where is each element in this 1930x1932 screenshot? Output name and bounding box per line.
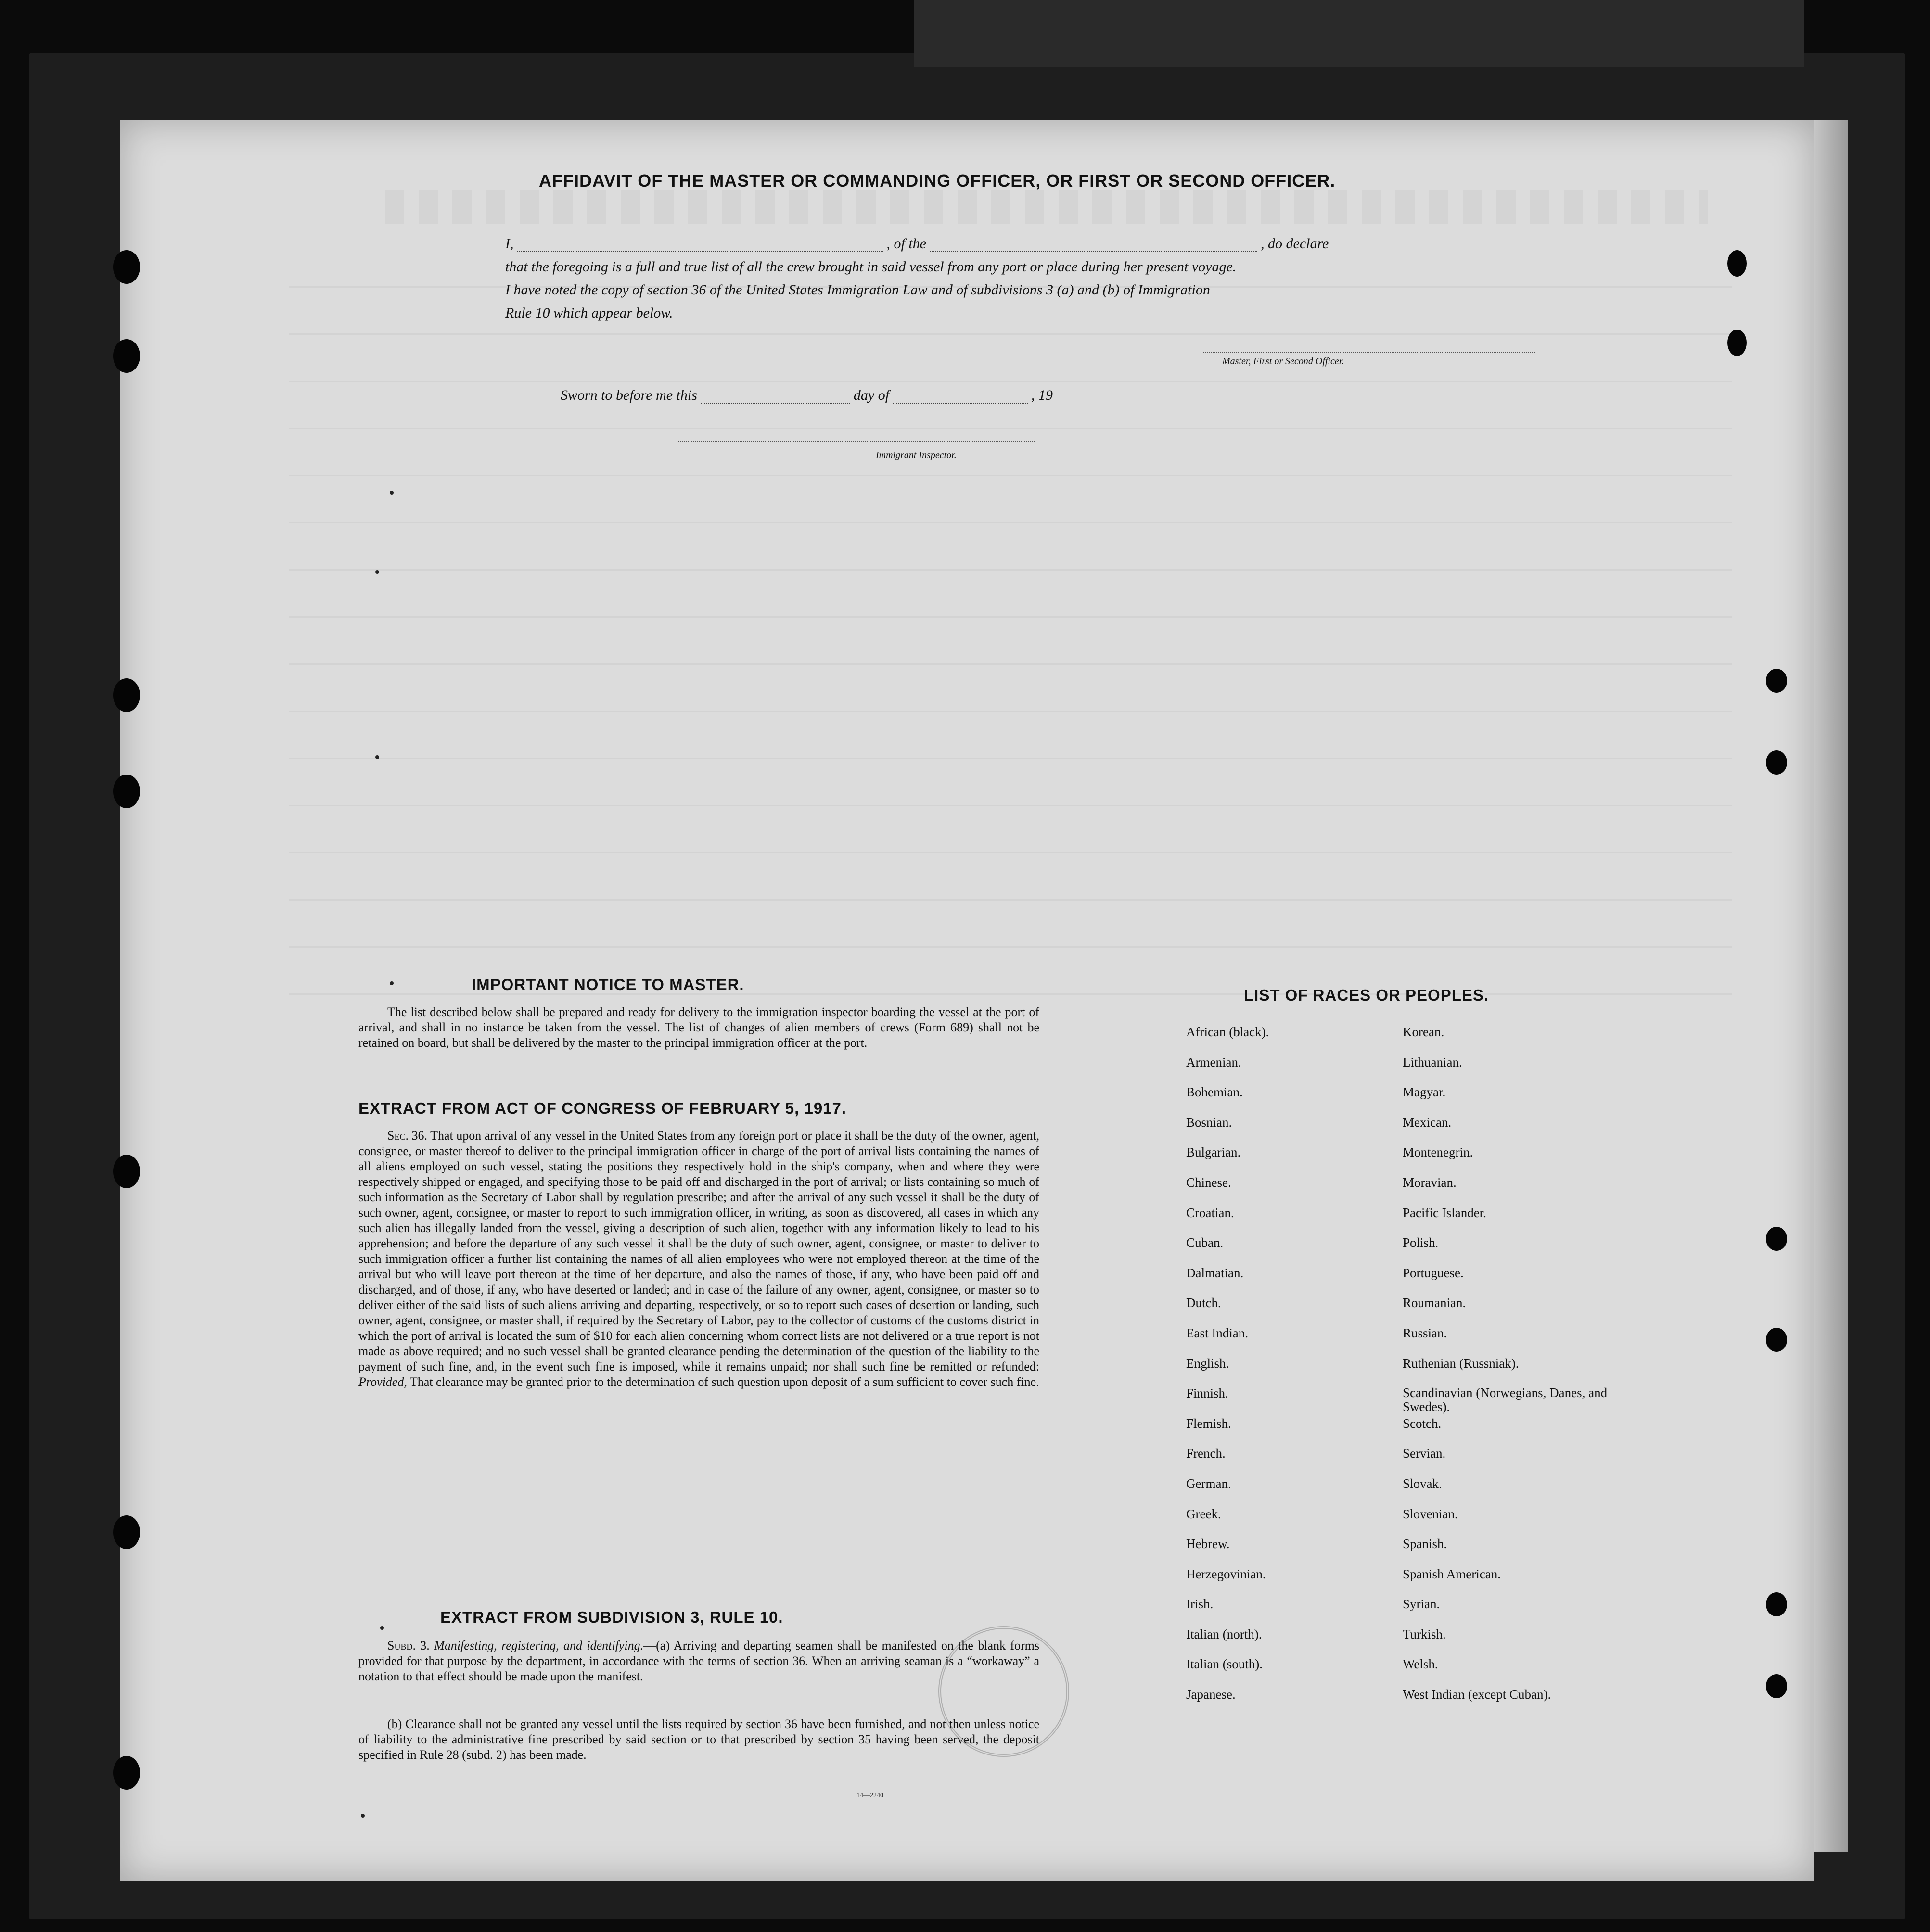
punch-hole xyxy=(1766,1227,1787,1251)
affidavit-line-1 xyxy=(505,236,1329,252)
race-item: Pacific Islander. xyxy=(1403,1205,1486,1220)
race-item: Bosnian. xyxy=(1186,1115,1232,1130)
race-item: Ruthenian (Russniak). xyxy=(1403,1356,1519,1371)
race-item: Dutch. xyxy=(1186,1296,1221,1310)
races-left-column xyxy=(1186,1025,1388,1717)
form-number: 14—2240 xyxy=(856,1792,883,1799)
race-item: Syrian. xyxy=(1403,1597,1440,1612)
ink-dot xyxy=(390,981,394,985)
race-item: Greek. xyxy=(1186,1506,1221,1521)
race-item: Servian. xyxy=(1403,1446,1446,1461)
race-item: Moravian. xyxy=(1403,1175,1457,1190)
sworn-month-blank xyxy=(893,390,1028,404)
punch-hole xyxy=(113,1756,140,1790)
sworn-line xyxy=(561,387,1053,404)
punch-hole xyxy=(1766,1592,1787,1616)
race-item: Roumanian. xyxy=(1403,1296,1466,1310)
race-item: Turkish. xyxy=(1403,1627,1446,1641)
race-item: Japanese. xyxy=(1186,1687,1236,1702)
i-label: I, xyxy=(505,236,514,252)
race-item: Welsh. xyxy=(1403,1657,1438,1672)
bleed-through-rows xyxy=(289,241,1732,1010)
race-item: German. xyxy=(1186,1476,1231,1491)
race-item: English. xyxy=(1186,1356,1229,1371)
races-heading: LIST OF RACES OR PEOPLES. xyxy=(1244,986,1489,1004)
race-item: Spanish. xyxy=(1403,1537,1447,1551)
section-36-body: That upon arrival of any vessel in the United States from any foreign port or place it shall be the duty of the owner, agent, consignee, or master thereof to deliver to the principal immigration officer in charge of the port of arrival lists containing the names of all aliens employed on such vessel, stating the positions they respectively hold in the ship's company, when and where they were respectively shipped or engaged, and specifying those to be paid off and discharged in the port of arrival; or lists containing so much of such information as the Secretary of Labor shall by regulation prescribe; and after the arrival of any such vessel it shall be the duty of such owner, agent, consignee, or master to report to such immigration officer, in writing, as soon as discovered, all cases in which any such alien has illegally landed from the vessel, giving a description of such alien, together with any information likely to lead to his apprehension; and before the departure of any such vessel it shall be the duty of such owner, agent, consignee, or master to deliver to such immigration officer a further list containing the names of all alien employees who were not employed thereon at the time of the arrival but who will leave port thereon at the time of her departure, and also the names of those, if any, who have been paid off and discharged, and of those, if any, who have deserted or landed; and in case of the failure of any owner, agent, consignee, or master so to deliver either of the said lists of such aliens arriving and departing, respectively, or so to report such cases of desertion or landing, such owner, agent, consignee, or master shall, if required by the Secretary of Labor, pay to the collector of customs of the customs district in which the port of arrival is located the sum of $10 for each alien concerning whom correct lists are not delivered or a true report is not made as above required; and no such vessel shall be granted clearance pending the determination of the question of the liability to the payment of such fine, and, in the event such fine is imposed, while it remains unpaid; nor shall such fine be remitted or refunded: xyxy=(358,1129,1040,1373)
race-item: Slovak. xyxy=(1403,1476,1442,1491)
race-item: West Indian (except Cuban). xyxy=(1403,1687,1551,1702)
race-item: African (black). xyxy=(1186,1025,1269,1039)
affidavit-title: AFFIDAVIT OF THE MASTER OR COMMANDING OFFICER, OR FIRST OR SECOND OFFICER. xyxy=(539,171,1336,191)
race-item: Bulgarian. xyxy=(1186,1145,1241,1160)
race-item: Italian (north). xyxy=(1186,1627,1262,1641)
ink-dot xyxy=(375,570,379,574)
subd-title: Manifesting, registering, and identifying. xyxy=(434,1639,644,1652)
punch-hole xyxy=(113,678,140,712)
race-item: Korean. xyxy=(1403,1025,1444,1039)
notice-heading: IMPORTANT NOTICE TO MASTER. xyxy=(472,976,744,993)
punch-hole xyxy=(1766,1328,1787,1352)
affidavit-line-4: Rule 10 which appear below. xyxy=(505,305,673,321)
race-item: Polish. xyxy=(1403,1235,1439,1250)
punch-hole xyxy=(1766,1674,1787,1698)
affidavit-line-3: I have noted the copy of section 36 of the United States Immigration Law and of subdivisions 3 (a) and (b) of Immigration xyxy=(505,282,1210,298)
sworn-label: Sworn to before me this xyxy=(561,387,697,403)
ink-dot xyxy=(375,755,379,759)
race-item: Cuban. xyxy=(1186,1235,1224,1250)
race-item: Hebrew. xyxy=(1186,1537,1230,1551)
race-item: French. xyxy=(1186,1446,1226,1461)
officer-name-blank xyxy=(517,239,883,252)
race-item: Spanish American. xyxy=(1403,1566,1501,1581)
race-item: Slovenian. xyxy=(1403,1506,1458,1521)
year-label: , 19 xyxy=(1031,387,1053,403)
race-item: Russian. xyxy=(1403,1325,1447,1340)
ink-dot xyxy=(380,1626,384,1630)
rule-para-a xyxy=(358,1638,1039,1684)
punch-hole xyxy=(1727,250,1747,277)
race-item: Mexican. xyxy=(1403,1115,1452,1130)
inspector-signature-caption: Immigrant Inspector. xyxy=(876,450,957,460)
punch-hole xyxy=(113,250,140,284)
punch-hole xyxy=(1766,669,1787,693)
race-item: Montenegrin. xyxy=(1403,1145,1473,1160)
races-right-column xyxy=(1403,1025,1643,1717)
race-item: Portuguese. xyxy=(1403,1265,1464,1280)
punch-hole xyxy=(1727,330,1747,356)
master-signature-line xyxy=(1203,351,1535,353)
rule-extract-heading: EXTRACT FROM SUBDIVISION 3, RULE 10. xyxy=(440,1608,783,1626)
race-item: Italian (south). xyxy=(1186,1657,1263,1672)
race-item: Flemish. xyxy=(1186,1416,1231,1431)
race-item: Herzegovinian. xyxy=(1186,1566,1266,1581)
affidavit-line-2: that the foregoing is a full and true list of all the crew brought in said vessel from any port or place during her present voyage. xyxy=(505,259,1237,275)
do-declare-label: , do declare xyxy=(1261,236,1329,252)
race-item: Dalmatian. xyxy=(1186,1265,1244,1280)
section-label: Sec. 36. xyxy=(387,1129,427,1143)
race-item: Scandinavian (Norwegians, Danes, and Swedes). xyxy=(1403,1385,1608,1414)
race-item: Chinese. xyxy=(1186,1175,1231,1190)
punch-hole xyxy=(113,339,140,373)
proviso-text: That clearance may be granted prior to the determination of such question upon deposit of a sum sufficient to cover such fine. xyxy=(409,1375,1039,1389)
vessel-name-blank xyxy=(930,239,1257,252)
notice-text: The list described below shall be prepared and ready for delivery to the immigration inspector boarding the vessel at the port of arrival, and shall in no instance be taken from the vessel. The list of changes of alien members of crews (Form 689) shall not be retained on board, but shall be delivered by the master to the principal immigration officer at the port. xyxy=(358,1005,1039,1050)
punch-hole xyxy=(113,1515,140,1549)
punch-hole xyxy=(1766,750,1787,775)
act-extract-heading: EXTRACT FROM ACT OF CONGRESS OF FEBRUARY 5, 1917. xyxy=(358,1099,847,1117)
master-signature-caption: Master, First or Second Officer. xyxy=(1222,356,1344,367)
ink-dot xyxy=(390,491,394,495)
race-item: Scotch. xyxy=(1403,1416,1442,1431)
race-item: Armenian. xyxy=(1186,1055,1241,1069)
bleed-through xyxy=(385,190,1708,224)
race-item: Magyar. xyxy=(1403,1085,1446,1100)
race-item: Bohemian. xyxy=(1186,1085,1243,1100)
para-a-text: —(a) Arriving and departing seamen shall be manifested on the blank forms provided for that purpose by the department, in accordance with the terms of section 36. When an arriving seaman is a “workaway” a notation to that effect should be made upon the manifest. xyxy=(358,1639,1039,1683)
race-item: Finnish. xyxy=(1186,1386,1228,1401)
punch-hole xyxy=(113,775,140,808)
race-item: Irish. xyxy=(1186,1597,1214,1612)
act-extract-text xyxy=(358,1128,1039,1390)
race-item: Croatian. xyxy=(1186,1205,1234,1220)
day-of-label: day of xyxy=(853,387,890,403)
sworn-day-blank xyxy=(701,390,850,404)
ink-dot xyxy=(361,1814,365,1818)
race-item: East Indian. xyxy=(1186,1325,1248,1340)
punch-hole xyxy=(113,1155,140,1188)
scan-background-top xyxy=(914,0,1804,67)
subd-label: Subd. 3. xyxy=(387,1639,430,1652)
inspector-signature-line xyxy=(678,440,1035,442)
race-item: Lithuanian. xyxy=(1403,1055,1462,1069)
proviso-label: Provided, xyxy=(358,1375,407,1389)
rule-para-b: (b) Clearance shall not be granted any vessel until the lists required by section 36 have been furnished, and not then unless notice of liability to the administrative fine prescribed by said section or to that prescribed by section 35 having been served, the deposit specified in Rule 28 (subd. 2) has been made. xyxy=(358,1717,1039,1762)
document-page xyxy=(120,120,1814,1881)
of-the-label: , of the xyxy=(886,236,926,252)
faint-stamp xyxy=(938,1626,1069,1757)
